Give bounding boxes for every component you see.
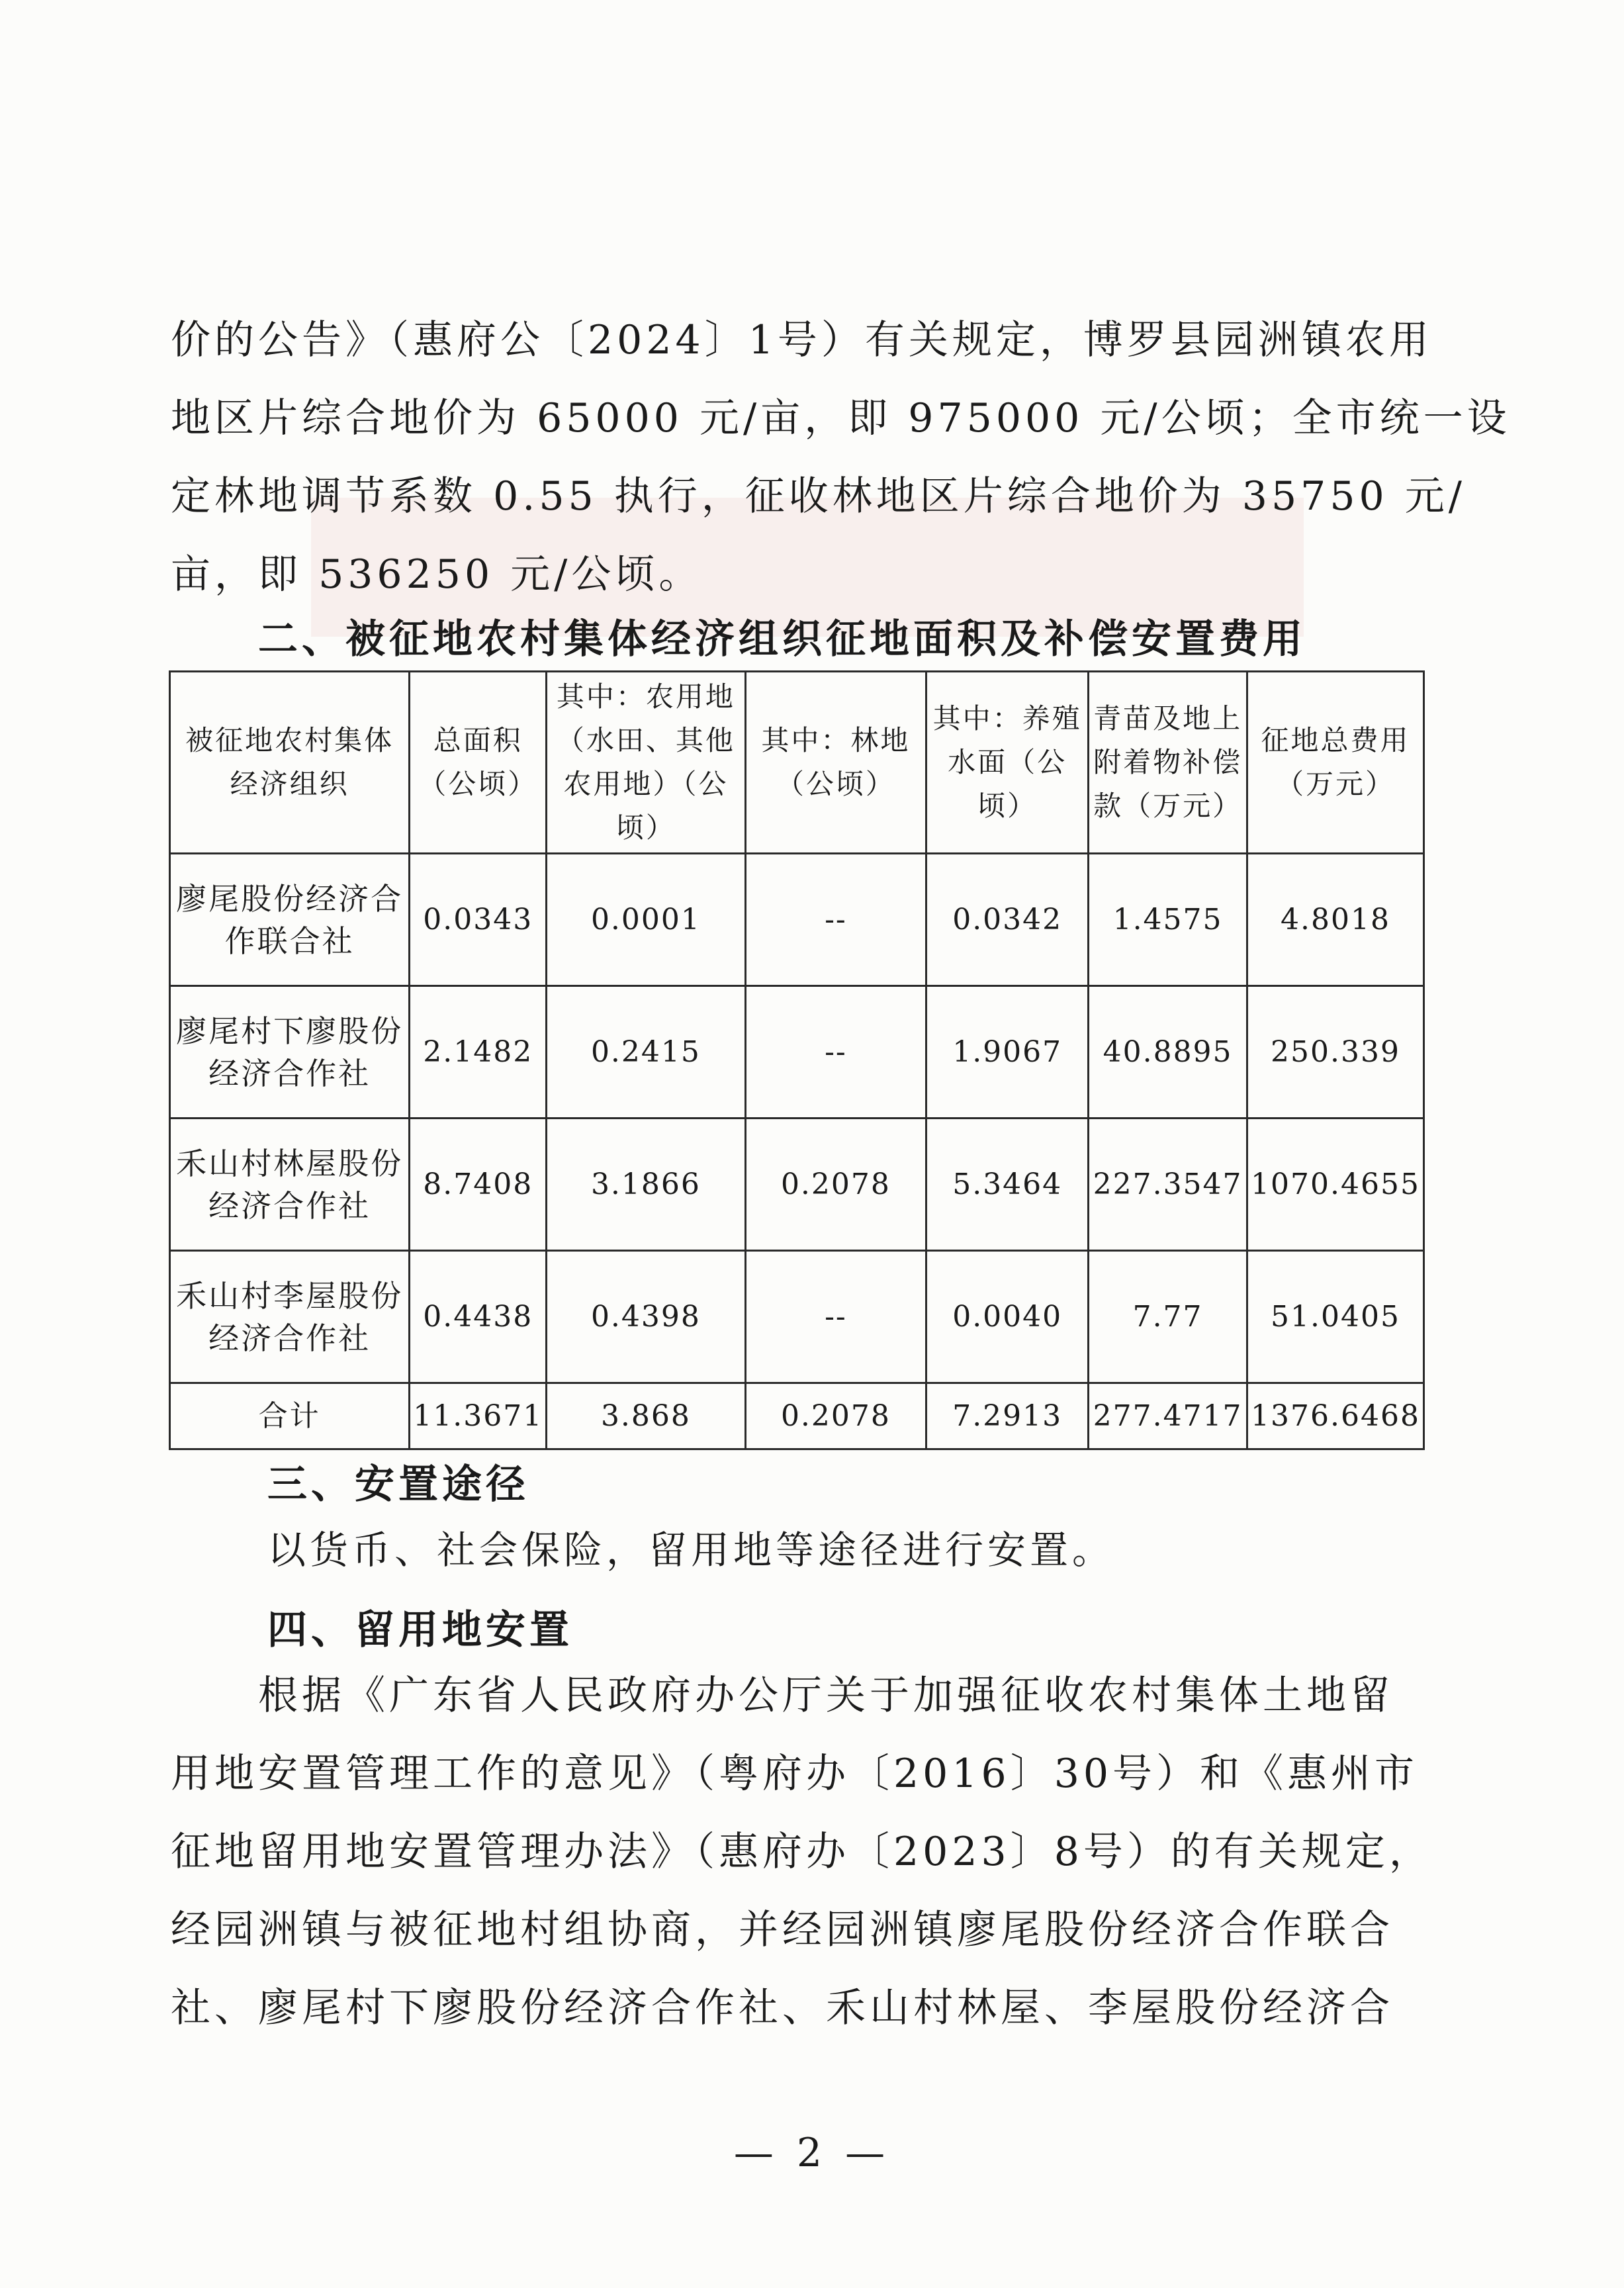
text-line: 经园洲镇与被征地村组协商，并经园洲镇廖尾股份经济合作联合	[171, 1907, 1394, 1953]
cell-organization: 禾山村李屋股份经济合作社	[170, 1251, 410, 1383]
text-line: 用地安置管理工作的意见》（粤府办〔2016〕30号）和《惠州市	[171, 1751, 1419, 1797]
column-header-farmland: 其中：农用地（水田、其他农用地）（公顷）	[547, 672, 745, 854]
paragraph-resettlement-method: 以货币、社会保险，留用地等途径进行安置。	[267, 1528, 1115, 1573]
text-line: 价的公告》（惠府公〔2024〕1号）有关规定，博罗县园洲镇农用	[171, 317, 1433, 363]
column-header-crop-compensation: 青苗及地上附着物补偿款（万元）	[1089, 672, 1247, 854]
text-line: 地区片综合地价为 65000 元/亩，即 975000 元/公顷；全市统一设	[171, 395, 1511, 441]
cell-total-area: 8.7408	[410, 1119, 547, 1251]
section-heading-resettlement-method: 三、安置途径	[267, 1461, 529, 1508]
cell-crop-compensation: 7.77	[1089, 1251, 1247, 1383]
section-heading-reserved-land: 四、留用地安置	[267, 1607, 573, 1653]
cell-forest: --	[745, 854, 926, 986]
table-row	[170, 1119, 1424, 1251]
cell-aquaculture: 0.0040	[926, 1251, 1089, 1383]
cell-aquaculture: 0.0342	[926, 854, 1089, 986]
column-header-forest: 其中：林地（公顷）	[745, 672, 926, 854]
text-line: 征地留用地安置管理办法》（惠府办〔2023〕8号）的有关规定，	[171, 1829, 1433, 1875]
cell-organization: 廖尾村下廖股份经济合作社	[170, 986, 410, 1119]
cell-organization: 禾山村林屋股份经济合作社	[170, 1119, 410, 1251]
cell-total-cost: 1376.6468	[1247, 1383, 1424, 1449]
text-line: 定林地调节系数 0.55 执行，征收林地区片综合地价为 35750 元/	[171, 473, 1466, 520]
text-line: 亩，即 536250 元/公顷。	[171, 551, 703, 598]
cell-farmland: 0.4398	[547, 1251, 745, 1383]
cell-forest: --	[745, 986, 926, 1119]
cell-total-cost: 51.0405	[1247, 1251, 1424, 1383]
table-total-row	[170, 1383, 1424, 1449]
cell-aquaculture: 1.9067	[926, 986, 1089, 1119]
cell-crop-compensation: 1.4575	[1089, 854, 1247, 986]
cell-forest: 0.2078	[745, 1119, 926, 1251]
cell-total-cost: 1070.4655	[1247, 1119, 1424, 1251]
cell-crop-compensation: 40.8895	[1089, 986, 1247, 1119]
paragraph-land-price	[171, 301, 1511, 614]
page-number: — 2 —	[733, 2130, 891, 2176]
cell-forest: 0.2078	[745, 1383, 926, 1449]
cell-total-area: 0.4438	[410, 1251, 547, 1383]
cell-aquaculture: 5.3464	[926, 1119, 1089, 1251]
column-header-total-cost: 征地总费用（万元）	[1247, 672, 1424, 854]
paragraph-reserved-land	[171, 1657, 1433, 2047]
cell-total-area: 0.0343	[410, 854, 547, 986]
cell-farmland: 0.2415	[547, 986, 745, 1119]
text-line: 社、廖尾村下廖股份经济合作社、禾山村林屋、李屋股份经济合	[171, 1985, 1394, 2031]
cell-crop-compensation: 277.4717	[1089, 1383, 1247, 1449]
column-header-organization: 被征地农村集体经济组织	[170, 672, 410, 854]
column-header-aquaculture: 其中：养殖水面（公顷）	[926, 672, 1089, 854]
table-row	[170, 854, 1424, 986]
cell-farmland: 3.1866	[547, 1119, 745, 1251]
cell-total-label: 合计	[170, 1383, 410, 1449]
section-heading-compensation: 二、被征地农村集体经济组织征地面积及补偿安置费用	[258, 616, 1306, 663]
table-row	[170, 986, 1424, 1119]
cell-forest: --	[745, 1251, 926, 1383]
compensation-table	[169, 670, 1425, 1450]
cell-total-cost: 250.339	[1247, 986, 1424, 1119]
text-line: 根据《广东省人民政府办公厅关于加强征收农村集体土地留	[258, 1672, 1394, 1719]
cell-total-cost: 4.8018	[1247, 854, 1424, 986]
table-row	[170, 1251, 1424, 1383]
cell-farmland: 0.0001	[547, 854, 745, 986]
column-header-total-area: 总面积（公顷）	[410, 672, 547, 854]
cell-total-area: 11.3671	[410, 1383, 547, 1449]
cell-crop-compensation: 227.3547	[1089, 1119, 1247, 1251]
cell-organization: 廖尾股份经济合作联合社	[170, 854, 410, 986]
cell-aquaculture: 7.2913	[926, 1383, 1089, 1449]
cell-farmland: 3.868	[547, 1383, 745, 1449]
table-header-row	[170, 672, 1424, 854]
cell-total-area: 2.1482	[410, 986, 547, 1119]
